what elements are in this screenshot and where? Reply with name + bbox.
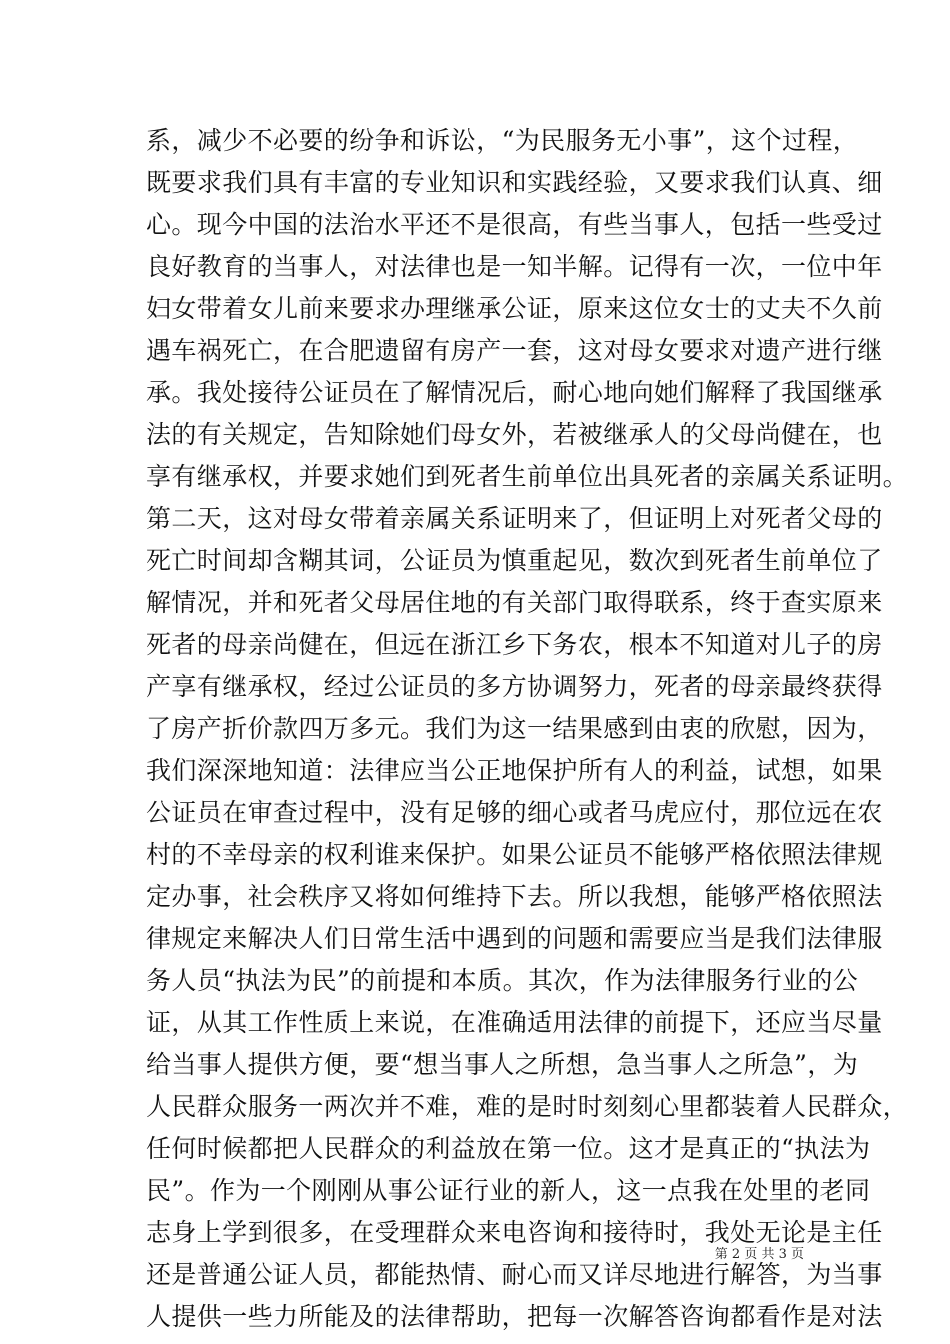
text-line: 给当事人提供方便，要“想当事人之所想，急当事人之所急”，为 [146,1050,859,1079]
text-line: 还是普通公证人员，都能热情、耐心而又详尽地进行解答，为当事 [146,1260,883,1289]
text-line: 第二天，这对母女带着亲属关系证明来了，但证明上对死者父母的 [146,504,883,533]
text-line: 律规定来解决人们日常生活中遇到的问题和需要应当是我们法律服 [146,924,883,953]
text-line: 证，从其工作性质上来说，在准确适用法律的前提下，还应当尽量 [146,1008,883,1037]
text-line: 人提供一些力所能及的法律帮助，把每一次解答咨询都看作是对法 [146,1302,883,1331]
text-line: 产享有继承权，经过公证员的多方协调努力，死者的母亲最终获得 [146,672,883,701]
text-line: 务人员“执法为民”的前提和本质。其次，作为法律服务行业的公 [146,966,859,995]
text-line: 心。现今中国的法治水平还不是很高，有些当事人，包括一些受过 [146,210,883,239]
text-line: 遇车祸死亡，在合肥遗留有房产一套，这对母女要求对遗产进行继 [146,336,883,365]
text-line: 死者的母亲尚健在，但远在浙江乡下务农，根本不知道对儿子的房 [146,630,883,659]
text-line: 死亡时间却含糊其词，公证员为慎重起见，数次到死者生前单位了 [146,546,883,575]
text-line: 志身上学到很多，在受理群众来电咨询和接待时，我处无论是主任 [146,1218,883,1247]
text-line: 公证员在审查过程中，没有足够的细心或者马虎应付，那位远在农 [146,798,883,827]
body-text [146,120,909,1338]
text-line: 了房产折价款四万多元。我们为这一结果感到由衷的欣慰，因为， [146,714,883,743]
text-line: 妇女带着女儿前来要求办理继承公证，原来这位女士的丈夫不久前 [146,294,883,323]
text-line: 人民群众服务一两次并不难，难的是时时刻刻心里都装着人民群众， [146,1092,909,1121]
text-line: 任何时候都把人民群众的利益放在第一位。这才是真正的“执法为 [146,1134,871,1163]
text-line: 村的不幸母亲的权利谁来保护。如果公证员不能够严格依照法律规 [146,840,883,869]
text-line: 系，减少不必要的纷争和诉讼，“为民服务无小事”，这个过程， [146,126,859,155]
text-line: 承。我处接待公证员在了解情况后，耐心地向她们解释了我国继承 [146,378,883,407]
text-line: 享有继承权，并要求她们到死者生前单位出具死者的亲属关系证明。 [146,462,909,491]
text-line: 法的有关规定，告知除她们母女外，若被继承人的父母尚健在，也 [146,420,883,449]
page-number: 第 2 页 共 3 页 [714,1247,804,1262]
text-line: 民”。作为一个刚刚从事公证行业的新人，这一点我在处里的老同 [146,1176,871,1205]
text-line: 良好教育的当事人，对法律也是一知半解。记得有一次，一位中年 [146,252,883,281]
text-line: 解情况，并和死者父母居住地的有关部门取得联系，终于查实原来 [146,588,883,617]
text-line: 定办事，社会秩序又将如何维持下去。所以我想，能够严格依照法 [146,882,883,911]
text-line: 我们深深地知道：法律应当公正地保护所有人的利益，试想，如果 [146,756,883,785]
text-line: 既要求我们具有丰富的专业知识和实践经验，又要求我们认真、细 [146,168,883,197]
